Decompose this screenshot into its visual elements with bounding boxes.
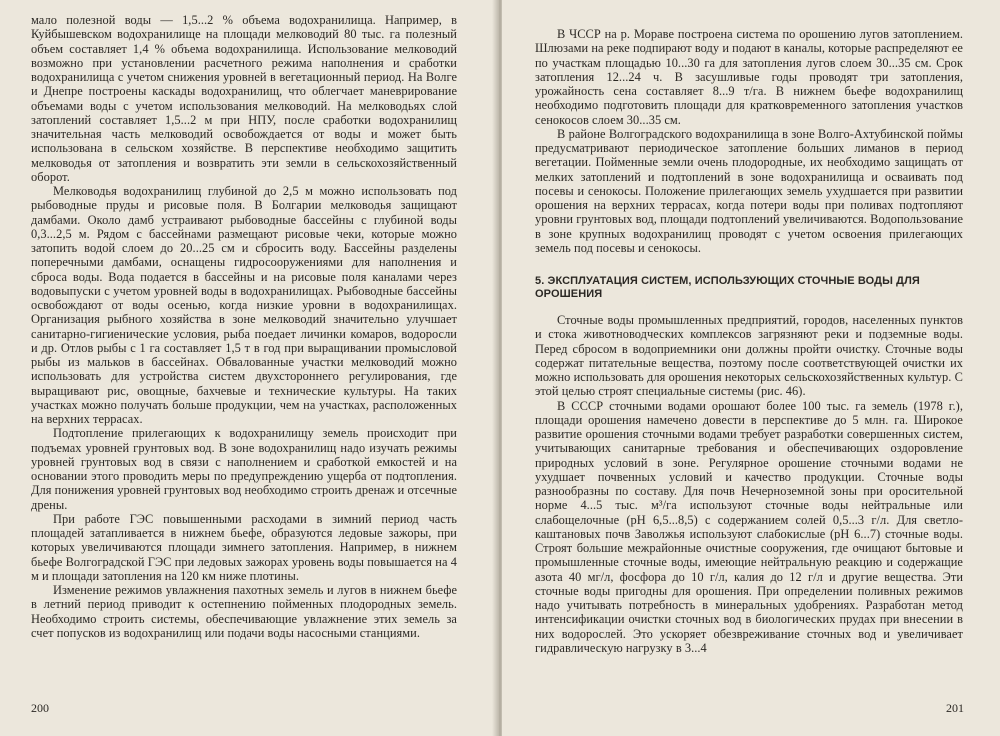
left-page-text: [31, 13, 457, 640]
right-paragraph-3: Сточные воды промышленных предприятий, городов, населенных пунктов и стока животноводческих комплексов загрязняют реки и подземные воды. Перед сбросом в водоприемники они должны пройти очистку. Сточные воды содержат питательные вещества, поэтому после соответствующей очистки их можно использовать для орошения некоторых сельскохозяйственных культур. С этой целью строят специальные системы (рис. 46).: [535, 313, 963, 399]
left-page: [0, 0, 498, 736]
left-paragraph-3: Подтопление прилегающих к водохранилищу земель происходит при подъемах уровней грунтовых вод. В зоне водохранилищ надо изучать режимы уровней грунтовых вод в связи с наполнением и сработкой емкостей и на основании этого проводить меры по предупреждению ущерба от подтопления. Для понижения уровней грунтовых вод необходимо строить дренаж и отсечные дрены.: [31, 426, 457, 512]
left-paragraph-2: Мелководья водохранилищ глубиной до 2,5 м можно использовать под рыбоводные пруды и рисовые поля. В Болгарии мелководья защищают дамбами. Около дамб устраивают рыбоводные бассейны с глубиной воды 0,3...2,5 м. Рядом с бассейнами размещают рисовые чеки, которые можно затопить водой слоем до 20...25 см и сбросить воду. Бассейны разделены поперечными дамбами, оснащены гидросооружениями для наполнения и сброса воды. Вода подается в бассейны и на рисовые поля каналами через водовыпуски с учетом уровней воды в водохранилищах. Рыбоводные бассейны освобождают от воды осенью, когда низкие уровни в водохранилищах. Организация рыбного хозяйства в зоне мелководий значительно улучшает санитарно-гигиенические условия, рыба поедает личинки комаров, водоросли и др. Отлов рыбы с 1 га составляет 1,5 т в год при выращивании промысловой рыбы из мальков в бассейнах. Обвалованные участки мелководий можно использовать для устройства систем двухстороннего регулирования, где выращивают рис, овощные, бахчевые и технические культуры. На таких участках можно получать больше продукции, чем на участках, расположенных на верхних террасах.: [31, 184, 457, 426]
page-number-left: 200: [31, 701, 49, 715]
left-paragraph-1: мало полезной воды — 1,5...2 % объема водохранилища. Например, в Куйбышевском водохранилище на площади мелководий 80 тыс. га полезный объем составляет 1,4 % объема водохранилища. Использование мелководий возможно при установлении расчетного режима наполнения и сработки водохранилища с учетом снижения уровней в вегетационный период. На Волге и Днепре построены каскады водохранилищ, что облегчает маневрирование объемами воды с учетом использования мелководий. На мелководьях слой затоплений составляет 1,5...2 м при НПУ, после сработки водохранилищ значительная часть мелководий освобождается от воды и может быть использована в сельском хозяйстве. В перспективе необходимо защитить мелководья от затопления и возвратить эти земли в сельскохозяйственный оборот.: [31, 13, 457, 184]
page-number-right: 201: [946, 701, 964, 715]
right-paragraph-2: В районе Волгоградского водохранилища в зоне Волго-Ахтубинской поймы предусматривают периодическое затопление больших лиманов в период вегетации. Пойменные земли очень плодородные, их необходимо защищать от мелких затоплений и подтоплений в зоне водохранилища и осваивать под посевы и сенокосы. Положение прилегающих земель ухудшается при развитии орошения на верхних террасах, когда потери воды при поливах подтопляют уровни грунтовых вод, площади подтоплений увеличиваются. Водопользование в зоне крупных водохранилищ проводят с учетом освоения прилегающих земель под посевы и сенокосы.: [535, 126, 963, 255]
left-paragraph-5: Изменение режимов увлажнения пахотных земель и лугов в нижнем бьефе в летний период приводит к остепнению пойменных плодородных земель. Необходимо строить системы, обеспечивающие увлажнение этих земель за счет попусков из водохранилищ или подачи воды насосными станциями.: [31, 583, 457, 640]
left-paragraph-4: При работе ГЭС повышенными расходами в зимний период часть площадей затапливается в нижнем бьефе, образуются ледовые зажоры, при которых увеличиваются площади зимнего затопления. Например, в нижнем бьефе Волгоградской ГЭС при ледовых зажорах уровень воды повышается на 4 м и площади затопления на 120 км ниже плотины.: [31, 511, 457, 583]
section-heading: 5. ЭКСПЛУАТАЦИЯ СИСТЕМ, ИСПОЛЬЗУЮЩИХ СТОЧНЫЕ ВОДЫ ДЛЯ ОРОШЕНИЯ: [535, 275, 920, 300]
right-page-text: [535, 27, 963, 655]
right-paragraph-1: В ЧССР на р. Мораве построена система по орошению лугов затоплением. Шлюзами на реке подпирают воду и подают в каналы, которые распределяют ее по участкам площадью 10...30 га для затопления лугов слоем 30...35 см. Срок затопления 12...24 ч. В засушливые годы проводят три затопления, урожайность сена составляет 8...9 т/га. В нижнем бьефе водохранилищ необходимо подготовить площади для кратковременного затопления участков сенокосов слоем 30...35 см.: [535, 27, 963, 127]
right-paragraph-4: В СССР сточными водами орошают более 100 тыс. га земель (1978 г.), площади орошения намечено довести в перспективе до 5 млн. га. Широкое развитие орошения сточными водами требует разработки совершенных систем, учитывающих санитарные требования и обеспечивающих оздоровление природных условий в зоне. Регулярное орошение сточными водами не ухудшает почвенных условий и качество продукции. Сточные воды разнообразны по составу. Для почв Нечерноземной зоны при оросительной норме 4...5 тыс. м³/га используют сточные воды нейтральные или слабощелочные (рН 6,5...8,5) с содержанием солей 0,5...3 г/л. Для светло-каштановых почв Заволжья используют слабокислые (рН 6...7) сточные воды. Строят большие межрайонные очистные сооружения, где очищают бытовые и промышленные сточные воды, имеющие нейтральную реакцию и содержащие азота 40 мг/л, фосфора до 10 г/л, калия до 12 г/л и другие вещества. Эти сточные воды пригодны для орошения. При определении поливных режимов надо учитывать потребность в минеральных удобрениях. Разработан метод интенсификации очистки сточных вод в биологических прудах при внесении в них водорослей. Это ускоряет обезвреживание сточных вод и увеличивает гидравлическую нагрузку в 3...4: [535, 398, 963, 655]
right-page: [502, 0, 1000, 736]
